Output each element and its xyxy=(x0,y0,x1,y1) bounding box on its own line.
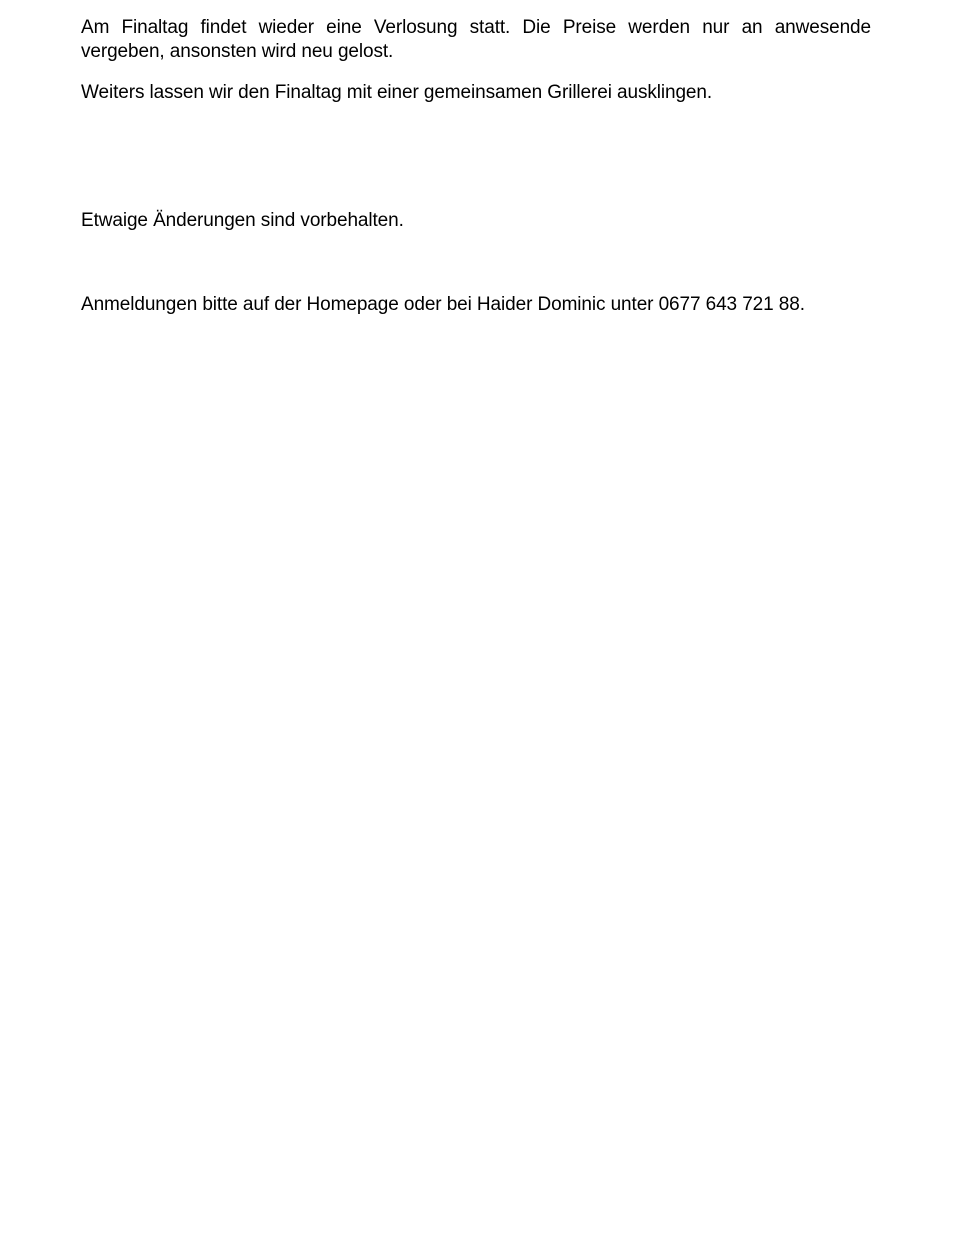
document-body xyxy=(81,16,871,317)
bbq-paragraph: Weiters lassen wir den Finaltag mit einer gemeinsamen Grillerei ausklingen. xyxy=(81,82,713,103)
raffle-paragraph: Am Finaltag findet wieder eine Verlosung statt. Die Preise werden nur an anwesende vergeben, ansonsten wird neu gelost. xyxy=(81,17,871,62)
registration-paragraph: Anmeldungen bitte auf der Homepage oder bei Haider Dominic unter 0677 643 721 88. xyxy=(81,294,805,315)
changes-notice: Etwaige Änderungen sind vorbehalten. xyxy=(81,210,404,231)
